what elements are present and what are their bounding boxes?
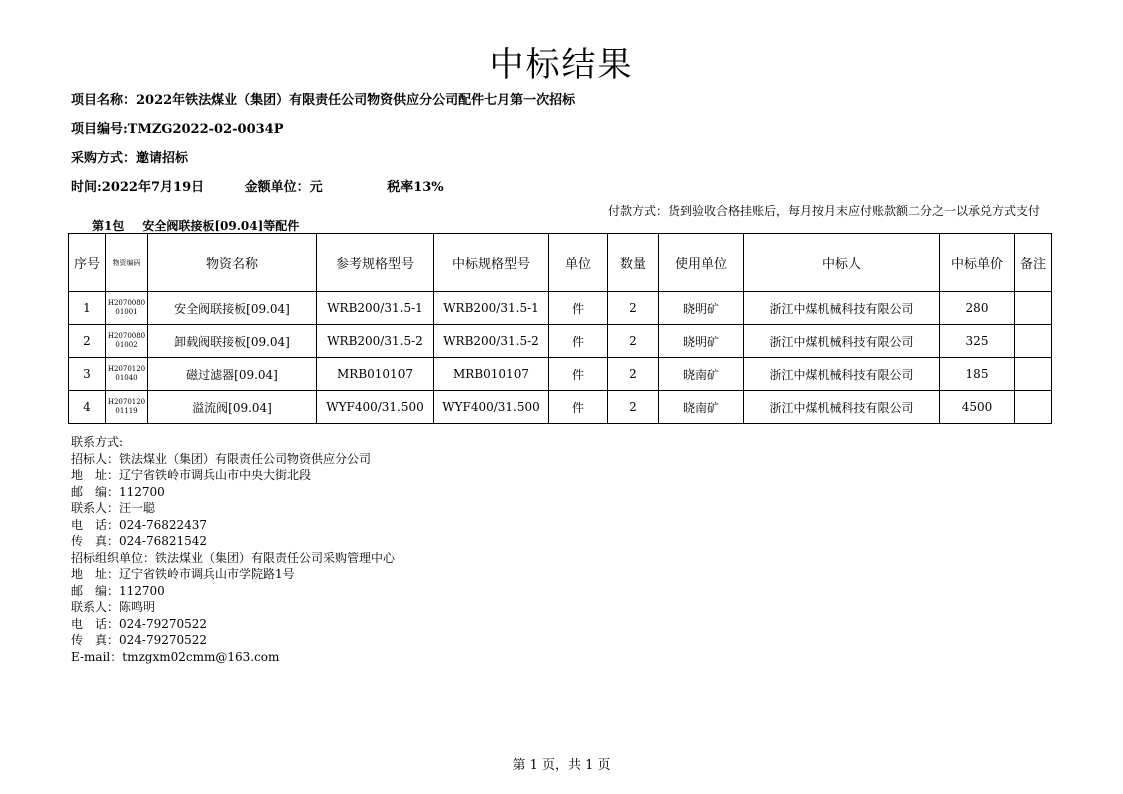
tenderer-address: 地 址：辽宁省铁岭市调兵山市中央大街北段 [71,468,312,482]
cell-user: 晓明矿 [659,325,744,358]
package-name: 安全阀联接板[09.04]等配件 [142,219,300,233]
cell-code: H207012001119 [106,391,148,424]
contact-info [71,434,395,665]
agency-contact-person: 联系人：陈鸣明 [71,600,156,614]
contact-heading: 联系方式: [71,435,124,449]
cell-qty: 2 [608,292,659,325]
award-table [68,233,1052,424]
tenderer-contact-person: 联系人：汪一聪 [71,501,156,515]
cell-name: 卸载阀联接板[09.04] [148,325,317,358]
tenderer: 招标人：铁法煤业（集团）有限责任公司物资供应分公司 [71,451,372,466]
project-number: 项目编号:TMZG2022-02-0034P [71,122,284,137]
cell-winner: 浙江中煤机械科技有限公司 [744,325,940,358]
cell-user: 晓南矿 [659,358,744,391]
cell-win-spec: MRB010107 [434,358,549,391]
cell-qty: 2 [608,325,659,358]
table-header-row [69,234,1052,292]
header-qty: 数量 [608,234,659,292]
package-label: 第1包 [92,219,125,233]
agency-fax: 传 真：024-79270522 [71,633,208,647]
table-row [69,358,1052,391]
header-price: 中标单价 [940,234,1015,292]
purchase-method: 采购方式：邀请招标 [71,151,189,166]
page-title: 中标结果 [489,45,634,85]
cell-user: 晓明矿 [659,292,744,325]
header-win-spec: 中标规格型号 [434,234,549,292]
tax-rate: 税率13% [387,180,444,195]
tenderer-fax: 传 真：024-76821542 [71,534,208,548]
cell-winner: 浙江中煤机械科技有限公司 [744,358,940,391]
cell-ref-spec: MRB010107 [317,358,434,391]
bid-date: 时间:2022年7月19日 [71,180,205,195]
cell-seq: 2 [69,325,106,358]
page-number: 第 1 页，共 1 页 [512,758,611,773]
agency: 招标组织单位：铁法煤业（集团）有限责任公司采购管理中心 [71,550,396,565]
cell-price: 4500 [940,391,1015,424]
cell-ref-spec: WRB200/31.5-1 [317,292,434,325]
cell-win-spec: WRB200/31.5-2 [434,325,549,358]
table-row [69,391,1052,424]
header-winner: 中标人 [744,234,940,292]
table-row [69,292,1052,325]
cell-unit: 件 [549,358,608,391]
cell-unit: 件 [549,391,608,424]
table-row [69,325,1052,358]
cell-ref-spec: WRB200/31.5-2 [317,325,434,358]
cell-unit: 件 [549,292,608,325]
header-name: 物资名称 [148,234,317,292]
cell-ref-spec: WYF400/31.500 [317,391,434,424]
cell-win-spec: WYF400/31.500 [434,391,549,424]
cell-name: 磁过滤器[09.04] [148,358,317,391]
currency-unit: 金额单位：元 [244,180,323,195]
agency-email: E-mail：tmzgxm02cmm@163.com [71,649,280,664]
time-line [71,180,444,196]
header-remark: 备注 [1015,234,1052,292]
cell-remark [1015,358,1052,391]
cell-winner: 浙江中煤机械科技有限公司 [744,292,940,325]
cell-seq: 1 [69,292,106,325]
cell-user: 晓南矿 [659,391,744,424]
tenderer-phone: 电 话：024-76822437 [71,517,208,532]
agency-phone: 电 话：024-79270522 [71,616,208,631]
header-code: 物资编码 [106,234,148,292]
project-name: 项目名称：2022年铁法煤业（集团）有限责任公司物资供应分公司配件七月第一次招标 [71,93,576,108]
cell-price: 185 [940,358,1015,391]
header-unit: 单位 [549,234,608,292]
cell-code: H207008001002 [106,325,148,358]
cell-name: 安全阀联接板[09.04] [148,292,317,325]
cell-winner: 浙江中煤机械科技有限公司 [744,391,940,424]
cell-seq: 3 [69,358,106,391]
cell-qty: 2 [608,358,659,391]
cell-seq: 4 [69,391,106,424]
cell-code: H207008001001 [106,292,148,325]
payment-terms: 付款方式：货到验收合格挂账后，每月按月末应付账款额二分之一以承兑方式支付 [608,204,1041,218]
cell-qty: 2 [608,391,659,424]
cell-price: 280 [940,292,1015,325]
header-seq: 序号 [69,234,106,292]
package-heading [92,219,299,233]
agency-address: 地 址：辽宁省铁岭市调兵山市学院路1号 [71,567,295,581]
cell-price: 325 [940,325,1015,358]
cell-remark [1015,325,1052,358]
cell-remark [1015,292,1052,325]
tenderer-postcode: 邮 编：112700 [71,484,165,499]
cell-remark [1015,391,1052,424]
cell-win-spec: WRB200/31.5-1 [434,292,549,325]
agency-postcode: 邮 编：112700 [71,583,165,598]
header-user: 使用单位 [659,234,744,292]
cell-unit: 件 [549,325,608,358]
cell-name: 溢流阀[09.04] [148,391,317,424]
header-ref-spec: 参考规格型号 [317,234,434,292]
cell-code: H207012001040 [106,358,148,391]
